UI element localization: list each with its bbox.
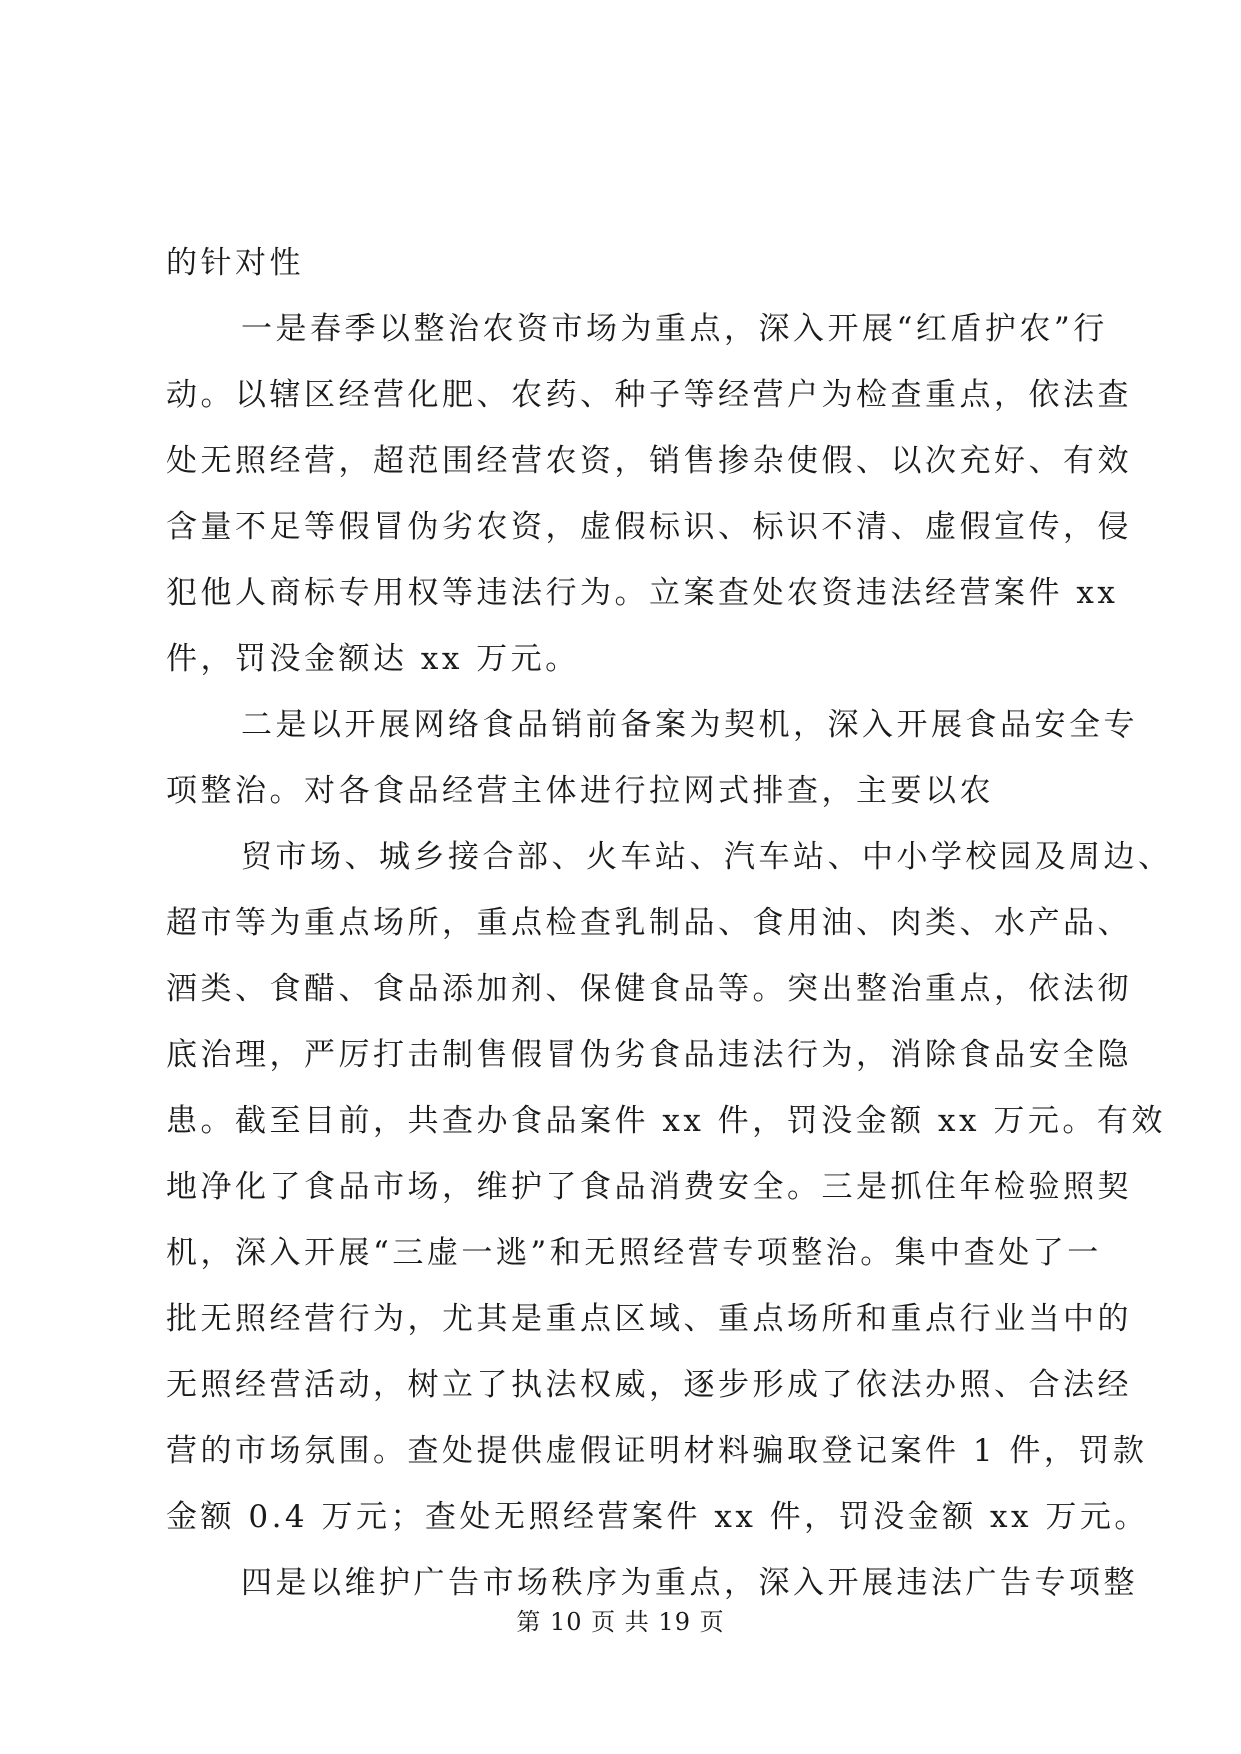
document-body [166, 230, 1173, 1616]
text-line: 营的市场氛围。查处提供虚假证明材料骗取登记案件 1 件，罚款 [166, 1433, 1148, 1469]
text-line: 项整治。对各食品经营主体进行拉网式排查，主要以农 [166, 773, 994, 809]
text-line: 犯他人商标专用权等违法行为。立案查处农资违法经营案件 xx [166, 575, 1119, 611]
text-line: 地净化了食品市场，维护了食品消费安全。三是抓住年检验照契 [166, 1169, 1132, 1205]
text-line: 批无照经营行为，尤其是重点区域、重点场所和重点行业当中的 [166, 1301, 1132, 1337]
text-line: 一是春季以整治农资市场为重点，深入开展“红盾护农”行 [241, 311, 1108, 347]
text-line: 四是以维护广告市场秩序为重点，深入开展违法广告专项整 [241, 1565, 1138, 1601]
text-line: 酒类、食醋、食品添加剂、保健食品等。突出整治重点，依法彻 [166, 971, 1132, 1007]
text-line: 金额 0.4 万元；查处无照经营案件 xx 件，罚没金额 xx 万元。 [166, 1499, 1149, 1535]
text-line: 超市等为重点场所，重点检查乳制品、食用油、肉类、水产品、 [166, 905, 1132, 941]
text-line: 动。以辖区经营化肥、农药、种子等经营户为检查重点，依法查 [166, 377, 1132, 413]
text-line: 机，深入开展“三虚一逃”和无照经营专项整治。集中查处了一 [166, 1235, 1102, 1271]
text-line: 件，罚没金额达 xx 万元。 [166, 641, 580, 677]
text-line: 含量不足等假冒伪劣农资，虚假标识、标识不清、虚假宣传，侵 [166, 509, 1132, 545]
text-line: 二是以开展网络食品销前备案为契机，深入开展食品安全专 [241, 707, 1138, 743]
text-line: 处无照经营，超范围经营农资，销售掺杂使假、以次充好、有效 [166, 443, 1132, 479]
text-line: 贸市场、城乡接合部、火车站、汽车站、中小学校园及周边、 [241, 839, 1173, 875]
text-line: 患。截至目前，共查办食品案件 xx 件，罚没金额 xx 万元。有效 [166, 1103, 1166, 1139]
text-line: 无照经营活动，树立了执法权威，逐步形成了依法办照、合法经 [166, 1367, 1132, 1403]
text-line: 底治理，严厉打击制售假冒伪劣食品违法行为，消除食品安全隐 [166, 1037, 1132, 1073]
text-line: 的针对性 [166, 245, 304, 281]
page-number-footer: 第 10 页 共 19 页 [516, 1608, 725, 1636]
